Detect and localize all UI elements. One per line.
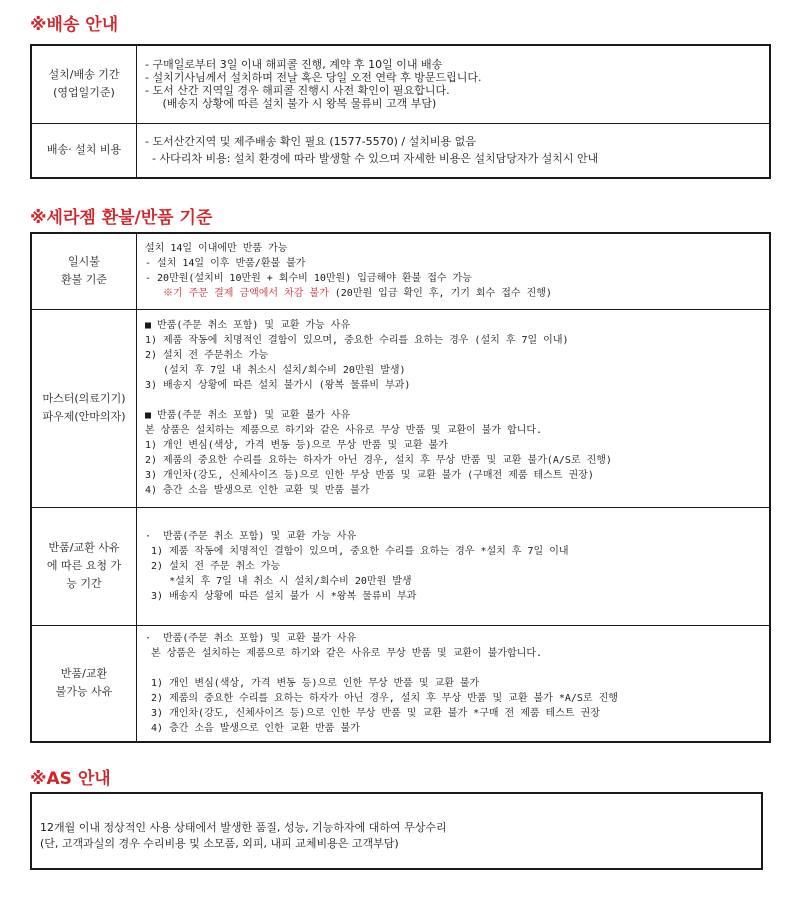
- row-label-delivery-cost: 배송· 설치 비용: [31, 123, 137, 178]
- table-row: [31, 625, 770, 742]
- deduction-note: (20만원 입금 확인 후, 기기 회수 접수 진행): [328, 288, 552, 300]
- table-row: [31, 45, 770, 123]
- content-line: - 20만원(설치비 10만원 + 회수비 10만원) 입금해야 환불 접수 가능: [145, 273, 472, 285]
- delivery-section-title: ※배송 안내: [30, 15, 119, 35]
- content-line: 1) 제품 작동에 치명적인 결함이 있으며, 중요한 수리를 요하는 경우 (설치 후 7일 이내): [145, 335, 569, 346]
- content-line: 3) 배송지 상황에 따른 설치 불가시 (왕복 물류비 부과): [145, 380, 411, 391]
- content-line: 2) 설치 전 주문 취소 가능: [145, 560, 281, 572]
- content-line: [145, 286, 761, 301]
- content-line: 2) 제품의 중요한 수리를 요하는 하자가 아닌 경우, 설치 후 무상 반품 및 교환 불가(A/S로 진행): [145, 455, 612, 466]
- content-line: 3) 배송지 상황에 따른 설치 불가 시 *왕복 물류비 부과: [145, 590, 417, 602]
- row-content-delivery-cost: [137, 123, 771, 178]
- content-line: (배송지 상황에 따른 설치 불가 시 왕복 물류비 고객 부담): [145, 97, 437, 111]
- as-line: (단, 고객과실의 경우 수리비용 및 소모품, 외피, 내피 교체비용은 고객부담): [40, 837, 399, 850]
- content-line: 3) 개인차(강도, 신체사이즈 등)으로 인한 무상 반품 및 교환 불가 *구매 전 제품 테스트 권장: [145, 707, 600, 719]
- row-content-lump-sum-refund: [137, 233, 771, 309]
- content-line: 1) 제품 작동에 치명적인 결함이 있으며, 중요한 수리를 요하는 경우 *설치 후 7일 이내: [145, 545, 569, 557]
- content-line: - 구매일로부터 3일 이내 해피콜 진행, 계약 후 10일 이내 배송: [145, 58, 443, 72]
- content-line: 3) 개인차(강도, 신체사이즈 등)으로 인한 무상 반품 및 교환 불가 (구매전 제품 테스트 권장): [145, 470, 594, 481]
- content-line: 1) 개인 변심(색상, 가격 변동 등)으로 인한 무상 반품 및 교환 불가: [145, 677, 480, 689]
- content-line: 2) 제품의 중요한 수리를 요하는 하자가 아닌 경우, 설치 후 무상 반품 및 교환 불가 *A/S로 진행: [145, 692, 618, 704]
- content-line: 본 상품은 설치하는 제품으로 하기와 같은 사유로 무상 반품 및 교환이 불가 합니다.: [145, 425, 543, 436]
- table-row: [31, 123, 770, 178]
- row-content-not-refundable: [137, 625, 771, 742]
- row-label-master-pause: 마스터(의료기기) 파우제(안마의자): [31, 309, 137, 507]
- refund-policy-table: [30, 232, 771, 743]
- row-label-not-refundable: 반품/교환 불가능 사유: [31, 625, 137, 742]
- row-label-delivery-period: 설치/배송 기간 (영업일기준): [31, 45, 137, 123]
- content-line: [145, 661, 761, 676]
- row-label-lump-sum-refund: 일시불 환불 기준: [31, 233, 137, 309]
- content-line: - 설치 14일 이후 반품/환불 불가: [145, 258, 306, 270]
- as-line: 12개월 이내 정상적인 사용 상태에서 발생한 품질, 성능, 기능하자에 대하여 무상수리: [40, 821, 447, 834]
- content-line: 본 상품은 설치하는 제품으로 하기와 같은 사유로 무상 반품 및 교환이 불가합니다.: [145, 647, 543, 659]
- deduction-warning: ※기 주문 결제 금액에서 차감 불가: [145, 288, 329, 300]
- content-line: - 사다리차 비용: 설치 환경에 따라 발생할 수 있으며 자세한 비용은 설치담당자가 설치시 안내: [145, 152, 599, 166]
- content-line: 1) 개인 변심(색상, 가격 변동 등)으로 무상 반품 및 교환 불가: [145, 440, 448, 451]
- content-line: - 도서산간지역 및 제주배송 확인 필요 (1577-5570) / 설치비용 없음: [145, 135, 476, 149]
- content-line: *설치 후 7일 내 취소 시 설치/회수비 20만원 발생: [145, 575, 412, 587]
- content-line: · 반품(주문 취소 포함) 및 교환 가능 사유: [145, 530, 357, 542]
- content-line: 2) 설치 전 주문취소 가능: [145, 350, 269, 361]
- as-section-title: ※AS 안내: [30, 769, 111, 789]
- table-row: [31, 507, 770, 625]
- content-line: 4) 층간 소음 발생으로 인한 교환 반품 불가: [145, 722, 360, 734]
- table-row: [31, 233, 770, 309]
- row-content-master-pause: [137, 309, 771, 507]
- refund-section-title: ※세라젬 환불/반품 기준: [30, 208, 213, 228]
- content-line: 4) 층간 소음 발생으로 인한 교환 및 반품 불가: [145, 485, 370, 496]
- content-line: (설치 후 7일 내 취소시 설치/회수비 20만원 발생): [145, 365, 406, 376]
- content-line: 설치 14일 이내에만 반품 가능: [145, 243, 288, 255]
- row-content-delivery-period: [137, 45, 771, 123]
- content-line: - 설치기사님께서 설치하며 전날 혹은 당일 오전 연락 후 방문드립니다.: [145, 71, 482, 85]
- delivery-info-table: [30, 44, 771, 179]
- content-line: ■ 반품(주문 취소 포함) 및 교환 불가 사유: [145, 410, 351, 421]
- table-row: [31, 309, 770, 507]
- content-line: - 도서 산간 지역일 경우 해피콜 진행시 사전 확인이 필요합니다.: [145, 84, 450, 98]
- row-label-request-period: 반품/교환 사유 에 따른 요청 가 능 기간: [31, 507, 137, 625]
- content-line: [145, 393, 761, 408]
- row-content-request-period: [137, 507, 771, 625]
- as-info-box: [30, 792, 763, 870]
- content-line: ■ 반품(주문 취소 포함) 및 교환 가능 사유: [145, 320, 351, 331]
- content-line: · 반품(주문 취소 포함) 및 교환 불가 사유: [145, 632, 357, 644]
